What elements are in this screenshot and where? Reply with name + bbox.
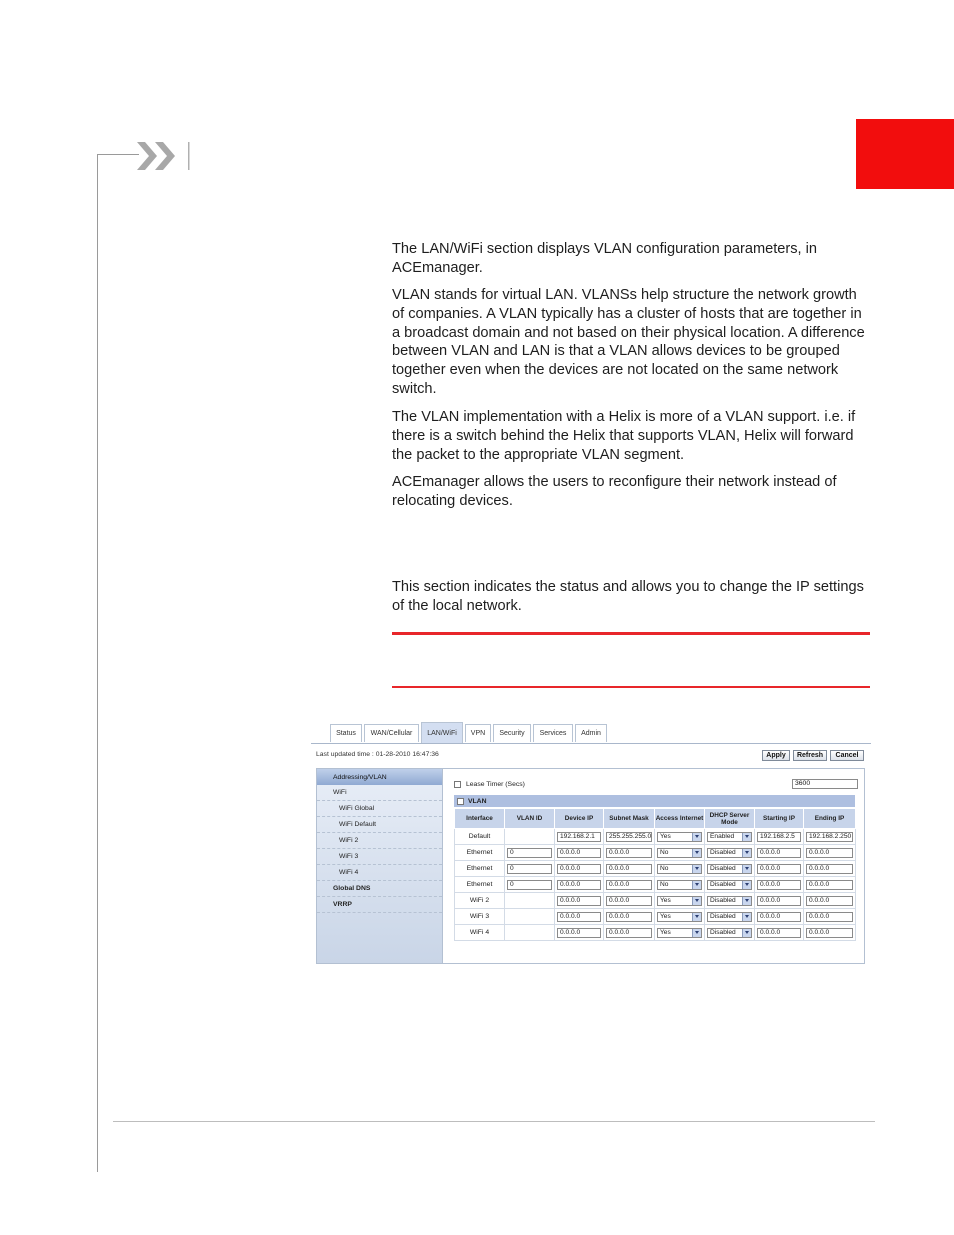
- select-value: Disabled: [710, 928, 736, 936]
- chevron-down-icon: [692, 833, 701, 841]
- chevron-down-icon: [742, 865, 751, 873]
- cell-starting-ip: [755, 845, 804, 861]
- sidebar-item-wifi[interactable]: WiFi: [317, 785, 442, 801]
- cell-access-internet: [655, 925, 705, 941]
- device-ip-input[interactable]: 0.0.0.0: [557, 896, 601, 906]
- cell-device-ip: [555, 829, 604, 845]
- red-rule-top: [392, 632, 870, 635]
- table-row: [455, 845, 856, 861]
- starting-ip-input[interactable]: 0.0.0.0: [757, 880, 801, 890]
- table-row: [455, 861, 856, 877]
- cell-ending-ip: [804, 845, 856, 861]
- red-rule-bottom: [392, 686, 870, 688]
- select-value: No: [660, 880, 669, 888]
- table-row: [455, 909, 856, 925]
- cell-subnet-mask: [604, 845, 655, 861]
- cell-subnet-mask: [604, 861, 655, 877]
- cell-subnet-mask: [604, 925, 655, 941]
- interface-label: Ethernet: [466, 881, 493, 888]
- subnet-mask-input[interactable]: 0.0.0.0: [606, 928, 652, 938]
- device-ip-input[interactable]: 0.0.0.0: [557, 912, 601, 922]
- interface-label: WiFi 2: [469, 897, 490, 904]
- access-internet-select[interactable]: [657, 864, 702, 874]
- cell-vlan-id: [505, 925, 555, 941]
- cell-starting-ip: [755, 861, 804, 877]
- footer-rule: [113, 1121, 875, 1122]
- chevron-down-icon: [742, 913, 751, 921]
- select-value: Enabled: [710, 832, 735, 840]
- cell-device-ip: [555, 845, 604, 861]
- vlan-table-header: [455, 809, 856, 829]
- lease-timer-label: Lease Timer (Secs): [466, 781, 525, 788]
- cell-interface: [455, 845, 505, 861]
- cell-subnet-mask: [604, 893, 655, 909]
- cell-interface: [455, 861, 505, 877]
- cell-device-ip: [555, 877, 604, 893]
- table-row: [455, 925, 856, 941]
- cell-device-ip: [555, 861, 604, 877]
- cell-starting-ip: [755, 893, 804, 909]
- chevron-down-icon: [692, 849, 701, 857]
- header-vlan-id: VLAN ID: [505, 809, 555, 829]
- subnet-mask-input[interactable]: 0.0.0.0: [606, 896, 652, 906]
- select-value: Yes: [660, 896, 671, 904]
- header-ending-ip: Ending IP: [804, 809, 856, 829]
- cell-interface: [455, 829, 505, 845]
- starting-ip-input[interactable]: 0.0.0.0: [757, 896, 801, 906]
- cell-vlan-id: [505, 893, 555, 909]
- acemanager-screenshot: [311, 722, 871, 968]
- chevron-down-icon: [692, 897, 701, 905]
- cell-starting-ip: [755, 877, 804, 893]
- chevron-down-icon: [692, 913, 701, 921]
- ending-ip-input[interactable]: 0.0.0.0: [806, 928, 853, 938]
- chevron-logo-icon: [137, 138, 193, 174]
- select-value: Disabled: [710, 848, 736, 856]
- sidebar: [316, 768, 443, 964]
- access-internet-select[interactable]: [657, 848, 702, 858]
- chevron-down-icon: [692, 865, 701, 873]
- cell-access-internet: [655, 845, 705, 861]
- cell-subnet-mask: [604, 877, 655, 893]
- vlan-id-input[interactable]: 0: [507, 880, 552, 890]
- subnet-mask-input[interactable]: 0.0.0.0: [606, 848, 652, 858]
- paragraph-vlan-implementation: The VLAN implementation with a Helix is more of a VLAN support. i.e. if there is a switch behind the Helix that supports VLAN, Helix will forward the packet to the appropriate VLAN segment.: [392, 409, 856, 463]
- vlan-table-body: [455, 829, 856, 941]
- tab-vpn[interactable]: VPN: [465, 724, 491, 742]
- cell-starting-ip: [755, 829, 804, 845]
- interface-label: Default: [468, 833, 491, 840]
- sidebar-item-addressing-vlan[interactable]: Addressing/VLAN: [317, 769, 442, 785]
- access-internet-select[interactable]: [657, 896, 702, 906]
- tab-services[interactable]: Services: [533, 724, 573, 742]
- cancel-button[interactable]: Cancel: [830, 750, 864, 761]
- subnet-mask-input[interactable]: 255.255.255.0: [606, 832, 652, 842]
- tab-security[interactable]: Security: [493, 724, 531, 742]
- dhcp-mode-select[interactable]: [707, 848, 752, 858]
- cell-interface: [455, 925, 505, 941]
- paragraph-acemanager: ACEmanager allows the users to reconfigure their network instead of relocating devices.: [392, 474, 837, 509]
- cell-access-internet: [655, 909, 705, 925]
- ending-ip-input[interactable]: 0.0.0.0: [806, 880, 853, 890]
- access-internet-select[interactable]: [657, 928, 702, 938]
- cell-vlan-id: [505, 861, 555, 877]
- paragraph-vlan-definition: VLAN stands for virtual LAN. VLANSs help structure the network growth of companies. A VLAN typically has a cluster of hosts that are together in a broadcast domain and not based on their physical location. A difference between VLAN and LAN is that a VLAN allows devices to be grouped together even when the devices are not located on the same network switch.: [392, 287, 865, 397]
- cell-vlan-id: [505, 877, 555, 893]
- select-value: Disabled: [710, 912, 736, 920]
- margin-top-rule: [97, 154, 139, 155]
- cell-starting-ip: [755, 925, 804, 941]
- table-row: [455, 829, 856, 845]
- sidebar-item-wifi-2[interactable]: WiFi 2: [317, 833, 442, 849]
- header-device-ip: Device IP: [555, 809, 604, 829]
- select-value: Disabled: [710, 896, 736, 904]
- device-ip-input[interactable]: 0.0.0.0: [557, 928, 601, 938]
- table-row: [455, 893, 856, 909]
- interface-label: Ethernet: [466, 865, 493, 872]
- dhcp-mode-select[interactable]: [707, 880, 752, 890]
- device-ip-input[interactable]: 0.0.0.0: [557, 880, 601, 890]
- sidebar-item-wifi-global[interactable]: WiFi Global: [317, 801, 442, 817]
- select-value: No: [660, 848, 669, 856]
- header-dhcp-server-mode: DHCP Server Mode: [705, 809, 755, 829]
- vlan-table: [454, 808, 856, 941]
- cell-starting-ip: [755, 909, 804, 925]
- chevron-down-icon: [692, 929, 701, 937]
- margin-vertical-rule: [97, 154, 98, 1172]
- cell-interface: [455, 909, 505, 925]
- chapter-tab: [856, 119, 954, 189]
- cell-dhcp-mode: [705, 877, 755, 893]
- device-ip-input[interactable]: 0.0.0.0: [557, 864, 601, 874]
- cell-dhcp-mode: [705, 861, 755, 877]
- cell-ending-ip: [804, 829, 856, 845]
- sidebar-item-global-dns[interactable]: Global DNS: [317, 881, 442, 897]
- cell-device-ip: [555, 893, 604, 909]
- refresh-button[interactable]: Refresh: [793, 750, 827, 761]
- cell-ending-ip: [804, 925, 856, 941]
- tab-bar-baseline: [311, 743, 871, 744]
- cell-vlan-id: [505, 829, 555, 845]
- starting-ip-input[interactable]: 0.0.0.0: [757, 912, 801, 922]
- last-updated-time: Last updated time : 01-28-2010 16:47:36: [316, 751, 439, 758]
- cell-ending-ip: [804, 893, 856, 909]
- ending-ip-input[interactable]: 192.168.2.250: [806, 832, 853, 842]
- cell-dhcp-mode: [705, 845, 755, 861]
- chevron-down-icon: [742, 929, 751, 937]
- tab-admin[interactable]: Admin: [575, 724, 607, 742]
- chevron-down-icon: [742, 881, 751, 889]
- chevron-down-icon: [692, 881, 701, 889]
- cell-interface: [455, 893, 505, 909]
- paragraph-intro: The LAN/WiFi section displays VLAN configuration parameters, in ACEmanager.: [392, 241, 818, 276]
- chevron-down-icon: [742, 833, 751, 841]
- tab-lan-wifi[interactable]: LAN/WiFi: [421, 722, 463, 743]
- cell-access-internet: [655, 893, 705, 909]
- dhcp-mode-select[interactable]: [707, 928, 752, 938]
- cell-dhcp-mode: [705, 925, 755, 941]
- starting-ip-input[interactable]: 0.0.0.0: [757, 848, 801, 858]
- dhcp-mode-select[interactable]: [707, 896, 752, 906]
- select-value: Yes: [660, 928, 671, 936]
- select-value: Yes: [660, 912, 671, 920]
- ending-ip-input[interactable]: 0.0.0.0: [806, 848, 853, 858]
- subnet-mask-input[interactable]: 0.0.0.0: [606, 912, 652, 922]
- cell-ending-ip: [804, 909, 856, 925]
- dhcp-mode-select[interactable]: [707, 864, 752, 874]
- subnet-mask-input[interactable]: 0.0.0.0: [606, 880, 652, 890]
- cell-dhcp-mode: [705, 909, 755, 925]
- dhcp-mode-select[interactable]: [707, 832, 752, 842]
- device-ip-input[interactable]: 0.0.0.0: [557, 848, 601, 858]
- sidebar-item-wifi-3[interactable]: WiFi 3: [317, 849, 442, 865]
- chevron-down-icon: [742, 849, 751, 857]
- cell-dhcp-mode: [705, 829, 755, 845]
- select-value: Disabled: [710, 864, 736, 872]
- interface-label: WiFi 3: [469, 913, 490, 920]
- select-value: No: [660, 864, 669, 872]
- lease-timer-input[interactable]: 3600: [792, 779, 858, 789]
- interface-label: WiFi 4: [469, 929, 490, 936]
- sidebar-item-wifi-default[interactable]: WiFi Default: [317, 817, 442, 833]
- cell-device-ip: [555, 925, 604, 941]
- sidebar-item-vrrp[interactable]: VRRP: [317, 897, 442, 913]
- cell-vlan-id: [505, 909, 555, 925]
- subnet-mask-input[interactable]: 0.0.0.0: [606, 864, 652, 874]
- cell-access-internet: [655, 861, 705, 877]
- dhcp-mode-select[interactable]: [707, 912, 752, 922]
- header-starting-ip: Starting IP: [755, 809, 804, 829]
- chevron-down-icon: [742, 897, 751, 905]
- table-row: [455, 877, 856, 893]
- cell-access-internet: [655, 877, 705, 893]
- sidebar-item-wifi-4[interactable]: WiFi 4: [317, 865, 442, 881]
- cell-dhcp-mode: [705, 893, 755, 909]
- select-value: Disabled: [710, 880, 736, 888]
- content-panel: [442, 768, 865, 964]
- cell-subnet-mask: [604, 829, 655, 845]
- header-subnet-mask: Subnet Mask: [604, 809, 655, 829]
- access-internet-select[interactable]: [657, 832, 702, 842]
- ending-ip-input[interactable]: 0.0.0.0: [806, 896, 853, 906]
- tab-status[interactable]: Status: [330, 724, 362, 742]
- cell-device-ip: [555, 909, 604, 925]
- ending-ip-input[interactable]: 0.0.0.0: [806, 864, 853, 874]
- vlan-id-input[interactable]: 0: [507, 848, 552, 858]
- apply-button[interactable]: Apply: [762, 750, 790, 761]
- header-access-internet: Access Internet: [655, 809, 705, 829]
- vlan-label: VLAN: [468, 798, 487, 805]
- access-internet-select[interactable]: [657, 880, 702, 890]
- cell-ending-ip: [804, 877, 856, 893]
- cell-subnet-mask: [604, 909, 655, 925]
- starting-ip-input[interactable]: 0.0.0.0: [757, 864, 801, 874]
- lease-timer-checkbox[interactable]: [454, 781, 461, 788]
- cell-interface: [455, 877, 505, 893]
- vlan-checkbox[interactable]: [457, 798, 464, 805]
- device-ip-input[interactable]: 192.168.2.1: [557, 832, 601, 842]
- tab-wan-cellular[interactable]: WAN/Cellular: [364, 724, 419, 742]
- ending-ip-input[interactable]: 0.0.0.0: [806, 912, 853, 922]
- cell-ending-ip: [804, 861, 856, 877]
- vlan-section-header: [454, 795, 855, 807]
- header-interface: Interface: [455, 809, 505, 829]
- cell-vlan-id: [505, 845, 555, 861]
- paragraph-section-desc: This section indicates the status and allows you to change the IP settings of the local network.: [392, 579, 864, 614]
- interface-label: Ethernet: [466, 849, 493, 856]
- starting-ip-input[interactable]: 192.168.2.5: [757, 832, 801, 842]
- vlan-id-input[interactable]: 0: [507, 864, 552, 874]
- access-internet-select[interactable]: [657, 912, 702, 922]
- select-value: Yes: [660, 832, 671, 840]
- starting-ip-input[interactable]: 0.0.0.0: [757, 928, 801, 938]
- cell-access-internet: [655, 829, 705, 845]
